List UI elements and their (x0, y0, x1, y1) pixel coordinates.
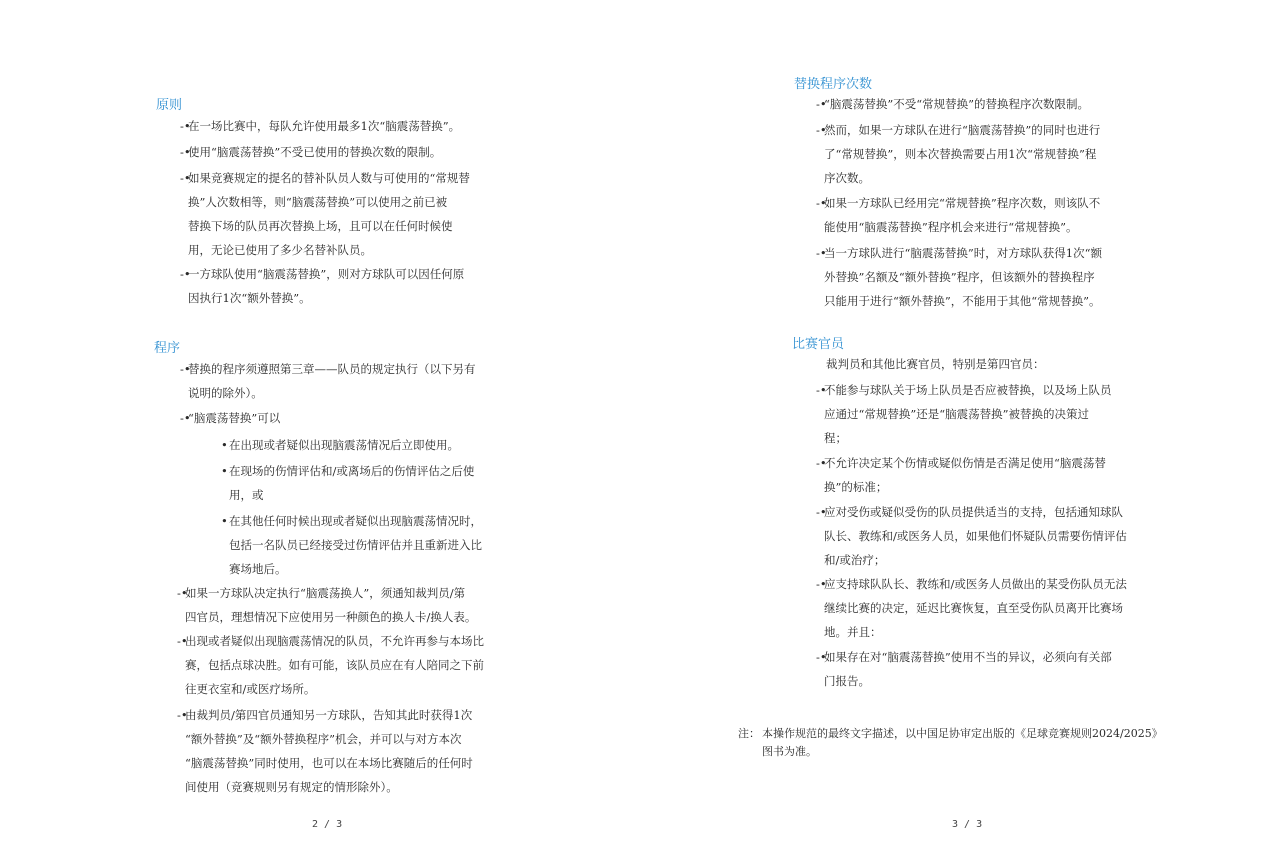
list-item: -• 替换的程序须遵照第三章——队员的规定执行（以下另有 说明的除外）。 (188, 357, 476, 405)
bullet-icon: -• (180, 267, 191, 281)
list-item: -• 不允许决定某个伤情或疑似伤情是否满足使用“脑震荡替 换”的标准； (824, 451, 1106, 499)
list-item: -• 应对受伤或疑似受伤的队员提供适当的支持，包括通知球队 队长、教练和/或医务人员，如果他们怀疑队员需要伤情评估 和/或治疗； (824, 500, 1127, 572)
bullet-icon: -• (177, 708, 188, 722)
list-item: -• 如果存在对“脑震荡替换”使用不当的异议，必须向有关部 门报告。 (824, 645, 1112, 693)
bullet-icon: -• (180, 362, 191, 376)
bullet-icon: -• (816, 577, 827, 591)
list-item: -• “脑震荡替换”可以 (188, 406, 280, 430)
list-item: -• 由裁判员/第四官员通知另一方球队，告知其此时获得1次 “额外替换”及“额外替换程序”机会，并可以与对方本次 “脑震荡替换”同时使用，也可以在本场比赛随后的任何时 间使用（竞赛规则另有规定的情形除外）。 (185, 703, 473, 799)
list-item: -• 如果一方球队已经用完“常规替换”程序次数，则该队不 能使用“脑震荡替换”程序机会来进行“常规替换”。 (824, 191, 1100, 239)
sub-list-item: • 在其他任何时候出现或者疑似出现脑震荡情况时， 包括一名队员已经接受过伤情评估并且重新进入比 赛场地后。 (229, 509, 482, 581)
bullet-icon: • (221, 514, 228, 528)
bullet-icon: -• (816, 246, 827, 260)
bullet-icon: -• (180, 145, 191, 159)
footnote: 本操作规范的最终文字描述，以中国足协审定出版的《足球竞赛规则2024/2025》 图书为准。 (762, 727, 1163, 758)
list-item: -• 然而，如果一方球队在进行“脑震荡替换”的同时也进行 了“常规替换”，则本次替换需要占用1次“常规替换”程 序次数。 (824, 118, 1100, 190)
sub-list-item: • 在现场的伤情评估和/或离场后的伤情评估之后使 用，或 (229, 459, 474, 507)
note-label: 注： (738, 727, 760, 740)
sub-list-item: • 在出现或者疑似出现脑震荡情况后立即使用。 (229, 433, 459, 457)
bullet-icon: • (221, 464, 228, 478)
intro-text: 裁判员和其他比赛官员，特别是第四官员： (826, 357, 1045, 371)
page-number: 2 / 3 (312, 819, 343, 830)
bullet-icon: -• (816, 97, 827, 111)
list-item: -• 如果竞赛规定的提名的替补队员人数与可使用的“常规替 换”人次数相等，则“脑震荡替换”可以使用之前已被 替换下场的队员再次替换上场，且可以在任何时候使 用，无论已使用了多少名替补队员。 (188, 166, 470, 262)
section-heading-procedure: 程序 (154, 341, 181, 356)
bullet-icon: -• (177, 634, 188, 648)
list-item: -• 在一场比赛中，每队允许使用最多1次“脑震荡替换”。 (188, 114, 460, 138)
bullet-icon: -• (180, 411, 191, 425)
list-item: -• 出现或者疑似出现脑震荡情况的队员，不允许再参与本场比 赛，包括点球决胜。如有可能，该队员应在有人陪同之下前 往更衣室和/或医疗场所。 (185, 629, 484, 701)
bullet-icon: -• (177, 586, 188, 600)
bullet-icon: -• (816, 505, 827, 519)
list-item: -• 应支持球队队长、教练和/或医务人员做出的某受伤队员无法 继续比赛的决定，延迟比赛恢复，直至受伤队员离开比赛场 地。并且： (824, 572, 1127, 644)
list-item: -• “脑震荡替换”不受“常规替换”的替换程序次数限制。 (824, 92, 1089, 116)
bullet-icon: -• (816, 123, 827, 137)
list-item: -• 不能参与球队关于场上队员是否应被替换，以及场上队员 应通过“常规替换”还是“脑震荡替换”被替换的决策过 程； (824, 378, 1112, 450)
bullet-icon: -• (180, 171, 191, 185)
section-heading-substitution-count: 替换程序次数 (794, 77, 873, 92)
section-heading-match-officials: 比赛官员 (792, 337, 845, 352)
right-page (640, 0, 1280, 860)
bullet-icon: -• (816, 196, 827, 210)
bullet-icon: • (221, 438, 228, 452)
bullet-icon: -• (180, 119, 191, 133)
bullet-icon: -• (816, 456, 827, 470)
list-item: -• 使用“脑震荡替换”不受已使用的替换次数的限制。 (188, 140, 441, 164)
list-item: -• 如果一方球队决定执行“脑震荡换人”，须通知裁判员/第 四官员，理想情况下应使用另一种颜色的换人卡/换人表。 (185, 581, 476, 629)
list-item: -• 一方球队使用“脑震荡替换”，则对方球队可以因任何原 因执行1次“额外替换”。 (188, 262, 464, 310)
list-item: -• 当一方球队进行“脑震荡替换”时，对方球队获得1次“额 外替换”名额及“额外替换”程序，但该额外的替换程序 只能用于进行“额外替换”，不能用于其他“常规替换”。 (824, 241, 1102, 313)
bullet-icon: -• (816, 650, 827, 664)
section-heading-principles: 原则 (156, 98, 183, 113)
bullet-icon: -• (816, 383, 827, 397)
page-number: 3 / 3 (952, 819, 983, 830)
